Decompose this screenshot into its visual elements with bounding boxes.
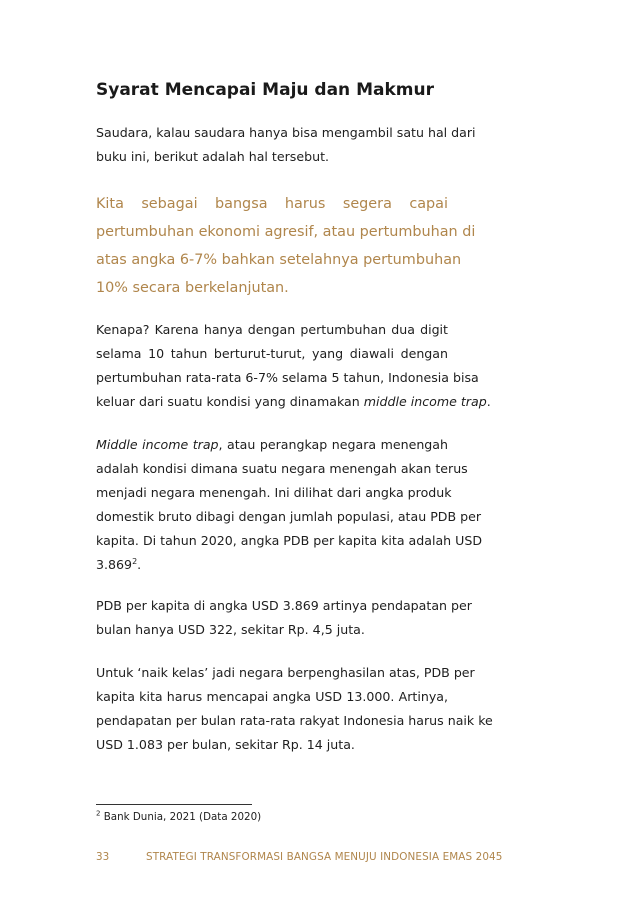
text-line bbox=[96, 433, 448, 457]
quote-line: atas angka 6-7% bahkan setelahnya pertumbuhan bbox=[96, 252, 462, 268]
text-line bbox=[96, 553, 448, 577]
text-line: PDB per kapita di angka USD 3.869 artinya pendapatan per bbox=[96, 598, 472, 613]
paragraph-intro bbox=[96, 121, 476, 169]
page-number: 33 bbox=[96, 851, 110, 863]
text-line: Saudara, kalau saudara hanya bisa mengambil satu hal dari bbox=[96, 125, 476, 140]
text-line: kapita kita harus mencapai angka USD 13.000. Artinya, bbox=[96, 689, 448, 704]
paragraph-kenapa bbox=[96, 318, 491, 414]
paragraph-naik-kelas bbox=[96, 661, 493, 757]
paragraph-pdb bbox=[96, 594, 472, 642]
text-line: adalah kondisi dimana suatu negara menengah akan terus bbox=[96, 461, 468, 476]
text-line: bulan hanya USD 322, sekitar Rp. 4,5 juta. bbox=[96, 622, 365, 637]
text-segment: . bbox=[137, 557, 142, 572]
text-line: menjadi negara menengah. Ini dilihat dari angka produk bbox=[96, 485, 452, 500]
footnote-marker: 2 bbox=[132, 556, 138, 566]
footnote bbox=[96, 811, 261, 824]
text-segment: keluar dari suatu kondisi yang dinamakan bbox=[96, 394, 364, 409]
text-line: pendapatan per bulan rata-rata rakyat Indonesia harus naik ke bbox=[96, 713, 493, 728]
term-middle-income-trap: middle income trap bbox=[363, 394, 487, 409]
footnote-text: Bank Dunia, 2021 (Data 2020) bbox=[100, 811, 262, 823]
section-heading: Syarat Mencapai Maju dan Makmur bbox=[96, 80, 434, 100]
paragraph-middle-income-trap bbox=[96, 433, 483, 577]
quote-line: 10% secara berkelanjutan. bbox=[96, 280, 289, 296]
text-line: Untuk ‘naik kelas’ jadi negara berpenghasilan atas, PDB per bbox=[96, 665, 475, 680]
text-line: selama 10 tahun berturut-turut, yang diawali dengan bbox=[96, 346, 448, 361]
footnote-divider bbox=[96, 804, 252, 805]
pull-quote bbox=[96, 190, 476, 302]
quote-line: pertumbuhan ekonomi agresif, atau pertumbuhan di bbox=[96, 224, 476, 240]
text-line bbox=[96, 390, 491, 414]
running-title: STRATEGI TRANSFORMASI BANGSA MENUJU INDONESIA EMAS 2045 bbox=[146, 851, 503, 863]
text-line: domestik bruto dibagi dengan jumlah populasi, atau PDB per bbox=[96, 509, 482, 524]
text-line: kapita. Di tahun 2020, angka PDB per kapita kita adalah USD bbox=[96, 533, 483, 548]
text-segment: , atau perangkap negara menengah bbox=[218, 437, 448, 452]
footnote-number: 2 bbox=[96, 809, 101, 818]
text-line: pertumbuhan rata-rata 6-7% selama 5 tahun, Indonesia bisa bbox=[96, 370, 479, 385]
term-middle-income-trap: Middle income trap bbox=[96, 437, 219, 452]
text-segment: 3.869 bbox=[96, 557, 133, 572]
text-segment: . bbox=[486, 394, 491, 409]
text-line: USD 1.083 per bulan, sekitar Rp. 14 juta. bbox=[96, 737, 355, 752]
text-line: Kenapa? Karena hanya dengan pertumbuhan dua digit bbox=[96, 322, 448, 337]
quote-line: Kita sebagai bangsa harus segera capai bbox=[96, 196, 448, 212]
text-line: buku ini, berikut adalah hal tersebut. bbox=[96, 149, 330, 164]
